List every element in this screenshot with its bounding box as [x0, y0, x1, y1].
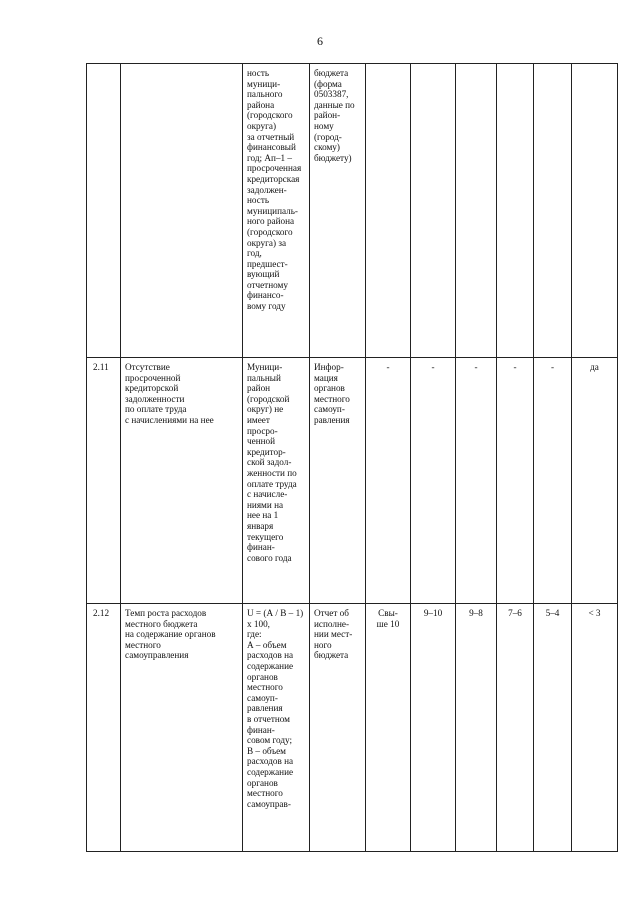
value-cell: 9–8 [456, 604, 497, 852]
table-row [87, 358, 618, 604]
source-cell: бюджета (форма 0503387, данные по район- ному (город- скому) бюджету) [310, 64, 366, 358]
value-cell [411, 64, 456, 358]
table-row [87, 604, 618, 852]
criteria-table [86, 63, 618, 852]
method-cell: Муници- пальный район (городской округ) не имеет просро- ченной кредитор- ской задол- женности по оплате труда с начисле- ниями на нее на 1 января текущего финан- сового года [243, 358, 310, 604]
method-cell: ность муници- пального района (городского округа) за отчетный финансовый год; Ап–1 – просроченная кредиторская задолжен- ность муниципаль- ного района (городского округа) за год, предшест- вующий отчетному финансо- вому году [243, 64, 310, 358]
value-cell: - [456, 358, 497, 604]
value-cell: да [572, 358, 618, 604]
table-row [87, 64, 618, 358]
row-number [87, 64, 121, 358]
value-cell: 9–10 [411, 604, 456, 852]
value-cell: - [366, 358, 411, 604]
source-cell: Отчет об исполне- нии мест- ного бюджета [310, 604, 366, 852]
value-cell: 5–4 [534, 604, 572, 852]
value-cell: - [497, 358, 534, 604]
row-number: 2.11 [87, 358, 121, 604]
indicator-cell: Отсутствие просроченной кредиторской задолженности по оплате труда с начислениями на нее [121, 358, 243, 604]
value-cell [366, 64, 411, 358]
indicator-cell: Темп роста расходов местного бюджета на содержание органов местного самоуправления [121, 604, 243, 852]
value-cell: 7–6 [497, 604, 534, 852]
indicator-cell [121, 64, 243, 358]
value-cell: < 3 [572, 604, 618, 852]
source-cell: Инфор- мация органов местного самоуп- равления [310, 358, 366, 604]
value-cell [497, 64, 534, 358]
value-cell [534, 64, 572, 358]
page-number: 6 [317, 34, 323, 48]
value-cell: Свы- ше 10 [366, 604, 411, 852]
value-cell [456, 64, 497, 358]
value-cell: - [534, 358, 572, 604]
row-number: 2.12 [87, 604, 121, 852]
value-cell: - [411, 358, 456, 604]
method-cell: U = (А / В – 1) x 100, где: А – объем расходов на содержание органов местного самоуп- равления в отчетном финан- совом году; В – объем расходов на содержание органов местного самоуправ- [243, 604, 310, 852]
value-cell [572, 64, 618, 358]
